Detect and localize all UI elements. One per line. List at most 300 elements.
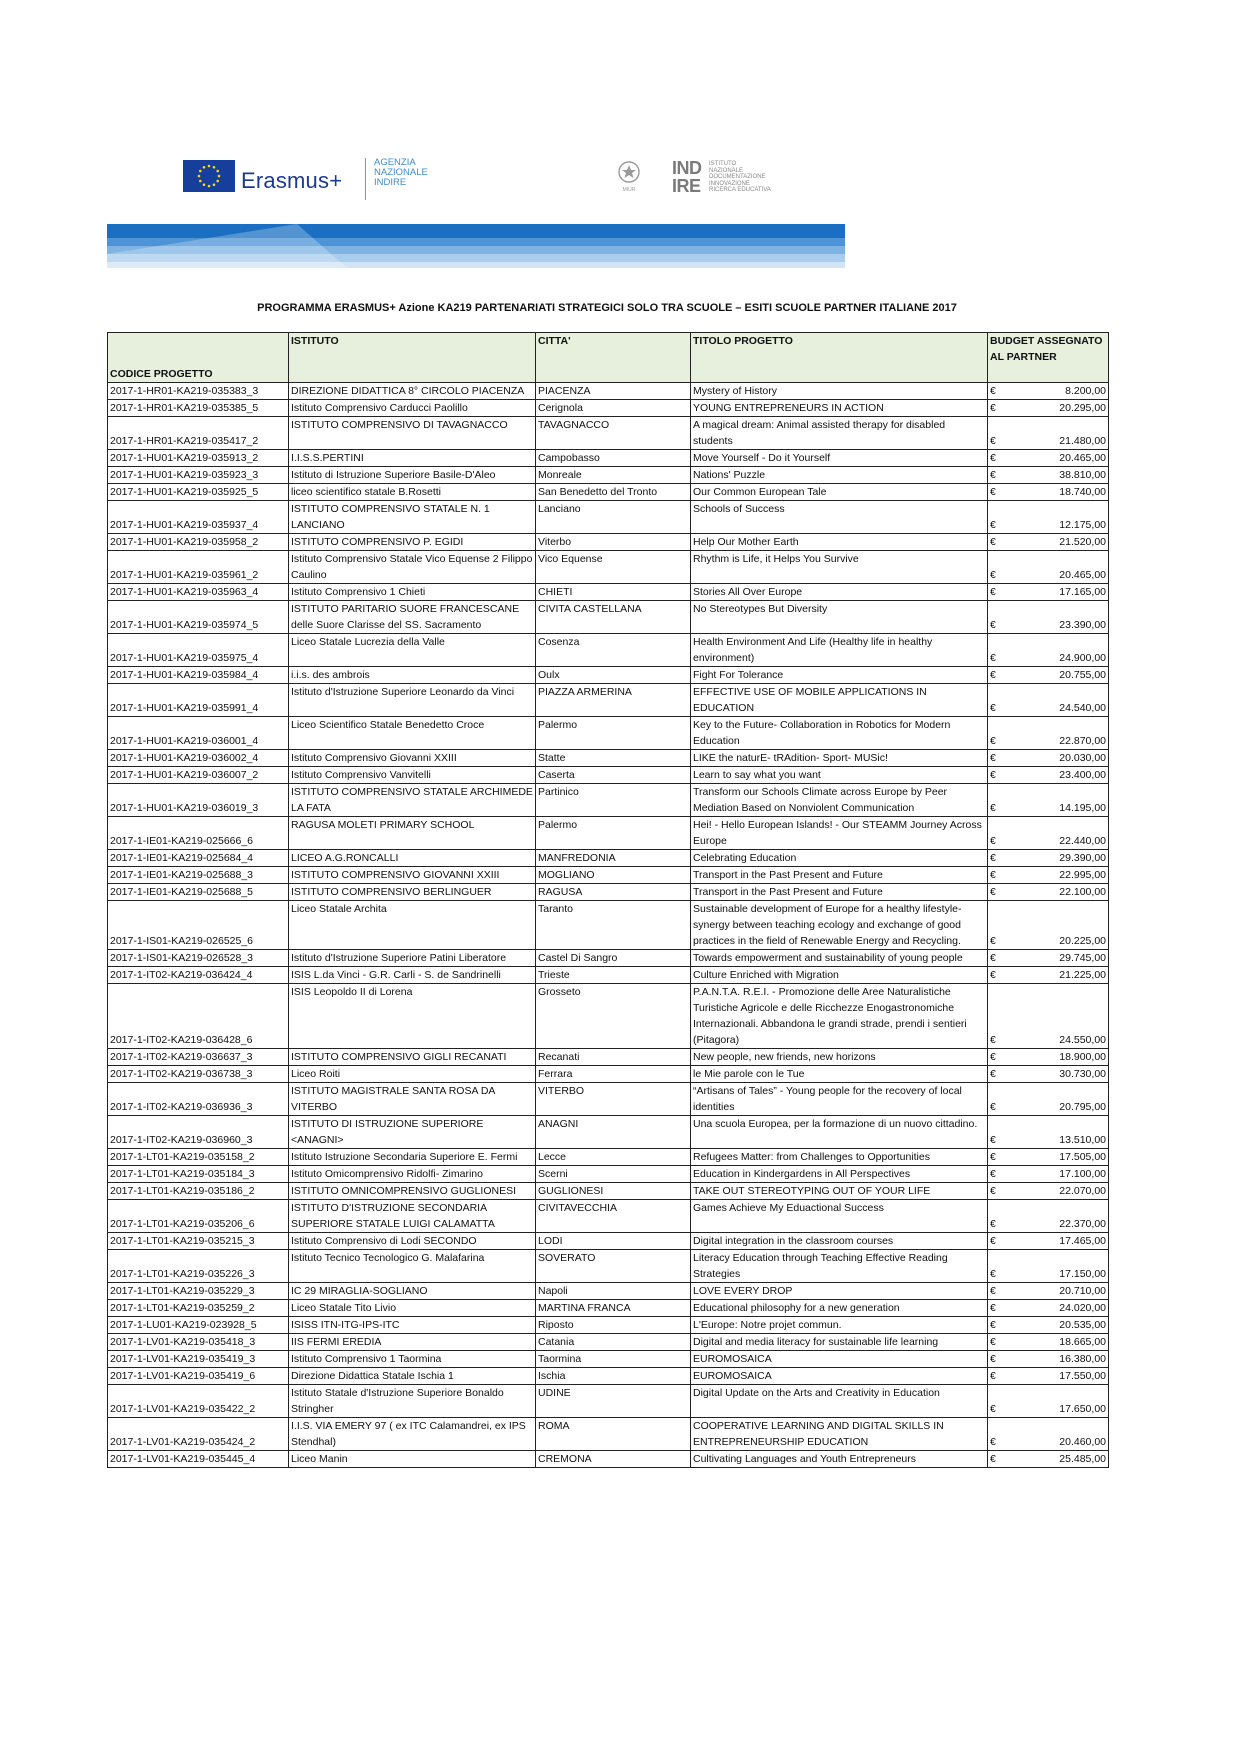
- budget-amount: 17.550,00: [1059, 1370, 1106, 1382]
- italian-republic-seal-icon: [616, 160, 642, 194]
- cell-codice: 2017-1-IE01-KA219-025666_6: [108, 817, 289, 850]
- indire-sub-line: ISTITUTO: [709, 161, 737, 167]
- budget-amount: 8.200,00: [1065, 385, 1106, 397]
- cell-citta: Lecce: [536, 1149, 691, 1166]
- currency-symbol: €: [990, 586, 996, 598]
- cell-codice: 2017-1-LV01-KA219-035419_3: [108, 1351, 289, 1368]
- table-row: [108, 784, 1109, 817]
- currency-symbol: €: [990, 1370, 996, 1382]
- budget-amount: 20.225,00: [1059, 935, 1106, 947]
- cell-codice: 2017-1-HU01-KA219-035961_2: [108, 551, 289, 584]
- cell-titolo: Our Common European Tale: [691, 484, 988, 501]
- cell-codice: 2017-1-LV01-KA219-035445_4: [108, 1451, 289, 1468]
- cell-titolo: YOUNG ENTREPRENEURS IN ACTION: [691, 400, 988, 417]
- cell-citta: Taormina: [536, 1351, 691, 1368]
- cell-codice: 2017-1-IT02-KA219-036738_3: [108, 1066, 289, 1083]
- currency-symbol: €: [990, 1051, 996, 1063]
- agency-line: INDIRE: [374, 177, 407, 188]
- currency-symbol: €: [990, 1453, 996, 1465]
- cell-budget: [988, 1351, 1109, 1368]
- agency-logo-text: [374, 158, 428, 188]
- cell-citta: Oulx: [536, 667, 691, 684]
- cell-titolo: Key to the Future- Collaboration in Robotics for Modern Education: [691, 717, 988, 750]
- table-row: [108, 1451, 1109, 1468]
- budget-amount: 17.150,00: [1059, 1268, 1106, 1280]
- budget-amount: 20.710,00: [1059, 1285, 1106, 1297]
- currency-symbol: €: [990, 569, 996, 581]
- cell-istituto: ISTITUTO COMPRENSIVO STATALE N. 1 LANCIANO: [289, 501, 536, 534]
- currency-symbol: €: [990, 1268, 996, 1280]
- cell-budget: [988, 1385, 1109, 1418]
- cell-budget: [988, 850, 1109, 867]
- cell-codice: 2017-1-LT01-KA219-035186_2: [108, 1183, 289, 1200]
- budget-amount: 24.550,00: [1059, 1034, 1106, 1046]
- table-row: [108, 1049, 1109, 1066]
- results-table: [107, 332, 1109, 1468]
- currency-symbol: €: [990, 1168, 996, 1180]
- cell-budget: [988, 1334, 1109, 1351]
- table-row: [108, 1283, 1109, 1300]
- cell-titolo: Transport in the Past Present and Future: [691, 884, 988, 901]
- table-row: [108, 1250, 1109, 1283]
- cell-titolo: L'Europe: Notre projet commun.: [691, 1317, 988, 1334]
- cell-titolo: Education in Kindergardens in All Perspectives: [691, 1166, 988, 1183]
- cell-istituto: Istituto Comprensivo Carducci Paolillo: [289, 400, 536, 417]
- cell-istituto: ISTITUTO COMPRENSIVO P. EGIDI: [289, 534, 536, 551]
- cell-budget: [988, 551, 1109, 584]
- cell-titolo: LIKE the naturE- tRAdition- Sport- MUSic!: [691, 750, 988, 767]
- cell-citta: MANFREDONIA: [536, 850, 691, 867]
- cell-codice: 2017-1-HU01-KA219-035984_4: [108, 667, 289, 684]
- budget-amount: 13.510,00: [1059, 1134, 1106, 1146]
- table-row: [108, 383, 1109, 400]
- cell-titolo: Sustainable development of Europe for a healthy lifestyle- synergy between teaching ecology and exchange of good practices in the field of Renewable Energy and Recycling.: [691, 901, 988, 950]
- cell-citta: Statte: [536, 750, 691, 767]
- currency-symbol: €: [990, 469, 996, 481]
- document-title: PROGRAMMA ERASMUS+ Azione KA219 PARTENARIATI STRATEGICI SOLO TRA SCUOLE – ESITI SCUOLE PARTNER ITALIANE 2017: [257, 302, 957, 314]
- currency-symbol: €: [990, 1302, 996, 1314]
- cell-codice: 2017-1-IS01-KA219-026528_3: [108, 950, 289, 967]
- cell-titolo: Health Environment And Life (Healthy life in healthy environment): [691, 634, 988, 667]
- cell-istituto: Istituto d'Istruzione Superiore Patini Liberatore: [289, 950, 536, 967]
- cell-citta: VITERBO: [536, 1083, 691, 1116]
- budget-amount: 22.070,00: [1059, 1185, 1106, 1197]
- budget-amount: 18.740,00: [1059, 486, 1106, 498]
- currency-symbol: €: [990, 1319, 996, 1331]
- cell-istituto: ISTITUTO COMPRENSIVO DI TAVAGNACCO: [289, 417, 536, 450]
- cell-citta: Palermo: [536, 717, 691, 750]
- cell-istituto: ISTITUTO COMPRENSIVO GIGLI RECANATI: [289, 1049, 536, 1066]
- table-row: [108, 417, 1109, 450]
- currency-symbol: €: [990, 1185, 996, 1197]
- currency-symbol: €: [990, 536, 996, 548]
- budget-amount: 30.730,00: [1059, 1068, 1106, 1080]
- cell-codice: 2017-1-HU01-KA219-035923_3: [108, 467, 289, 484]
- table-row: [108, 1233, 1109, 1250]
- cell-citta: Grosseto: [536, 984, 691, 1049]
- cell-istituto: Liceo Roiti: [289, 1066, 536, 1083]
- cell-codice: 2017-1-LV01-KA219-035424_2: [108, 1418, 289, 1451]
- cell-titolo: Mystery of History: [691, 383, 988, 400]
- budget-amount: 22.440,00: [1059, 835, 1106, 847]
- cell-citta: LODI: [536, 1233, 691, 1250]
- cell-titolo: EUROMOSAICA: [691, 1351, 988, 1368]
- currency-symbol: €: [990, 519, 996, 531]
- table-row: [108, 1418, 1109, 1451]
- cell-codice: 2017-1-HR01-KA219-035417_2: [108, 417, 289, 450]
- cell-istituto: LICEO A.G.RONCALLI: [289, 850, 536, 867]
- cell-budget: [988, 584, 1109, 601]
- cell-titolo: Educational philosophy for a new generation: [691, 1300, 988, 1317]
- cell-budget: [988, 601, 1109, 634]
- currency-symbol: €: [990, 1134, 996, 1146]
- currency-symbol: €: [990, 435, 996, 447]
- cell-istituto: Istituto di Istruzione Superiore Basile-D'Aleo: [289, 467, 536, 484]
- cell-istituto: ISTITUTO OMNICOMPRENSIVO GUGLIONESI: [289, 1183, 536, 1200]
- table-row: [108, 1149, 1109, 1166]
- table-row: [108, 717, 1109, 750]
- table-row: [108, 467, 1109, 484]
- table-row: [108, 667, 1109, 684]
- cell-budget: [988, 1283, 1109, 1300]
- cell-citta: Napoli: [536, 1283, 691, 1300]
- table-row: [108, 1066, 1109, 1083]
- cell-istituto: RAGUSA MOLETI PRIMARY SCHOOL: [289, 817, 536, 850]
- cell-codice: 2017-1-HU01-KA219-035913_2: [108, 450, 289, 467]
- cell-istituto: Istituto Omicomprensivo Ridolfi- Zimarino: [289, 1166, 536, 1183]
- cell-codice: 2017-1-LV01-KA219-035419_6: [108, 1368, 289, 1385]
- cell-istituto: ISTITUTO PARITARIO SUORE FRANCESCANE delle Suore Clarisse del SS. Sacramento: [289, 601, 536, 634]
- currency-symbol: €: [990, 619, 996, 631]
- eu-stars-icon: [183, 160, 235, 192]
- currency-symbol: €: [990, 1403, 996, 1415]
- table-row: [108, 534, 1109, 551]
- currency-symbol: €: [990, 652, 996, 664]
- cell-budget: [988, 1116, 1109, 1149]
- cell-budget: [988, 667, 1109, 684]
- cell-codice: 2017-1-HU01-KA219-035958_2: [108, 534, 289, 551]
- table-row: [108, 884, 1109, 901]
- budget-amount: 23.400,00: [1059, 769, 1106, 781]
- cell-istituto: Istituto Comprensivo 1 Taormina: [289, 1351, 536, 1368]
- cell-citta: PIACENZA: [536, 383, 691, 400]
- cell-codice: 2017-1-LV01-KA219-035418_3: [108, 1334, 289, 1351]
- cell-codice: 2017-1-HR01-KA219-035383_3: [108, 383, 289, 400]
- budget-amount: 16.380,00: [1059, 1353, 1106, 1365]
- cell-codice: 2017-1-HU01-KA219-035975_4: [108, 634, 289, 667]
- currency-symbol: €: [990, 802, 996, 814]
- cell-codice: 2017-1-LU01-KA219-023928_5: [108, 1317, 289, 1334]
- cell-budget: [988, 1066, 1109, 1083]
- header-citta: CITTA': [536, 333, 691, 383]
- cell-istituto: Liceo Statale Tito Livio: [289, 1300, 536, 1317]
- currency-symbol: €: [990, 852, 996, 864]
- cell-istituto: Liceo Statale Archita: [289, 901, 536, 950]
- cell-budget: [988, 867, 1109, 884]
- header-istituto: ISTITUTO: [289, 333, 536, 383]
- table-row: [108, 1317, 1109, 1334]
- currency-symbol: €: [990, 835, 996, 847]
- cell-budget: [988, 1233, 1109, 1250]
- cell-budget: [988, 1368, 1109, 1385]
- cell-titolo: Move Yourself - Do it Yourself: [691, 450, 988, 467]
- cell-citta: Scerni: [536, 1166, 691, 1183]
- cell-citta: RAGUSA: [536, 884, 691, 901]
- header-titolo: TITOLO PROGETTO: [691, 333, 988, 383]
- cell-titolo: TAKE OUT STEREOTYPING OUT OF YOUR LIFE: [691, 1183, 988, 1200]
- cell-istituto: IC 29 MIRAGLIA-SOGLIANO: [289, 1283, 536, 1300]
- cell-citta: Ischia: [536, 1368, 691, 1385]
- budget-amount: 20.295,00: [1059, 402, 1106, 414]
- table-row: [108, 901, 1109, 950]
- budget-amount: 38.810,00: [1059, 469, 1106, 481]
- cell-budget: [988, 1250, 1109, 1283]
- budget-amount: 20.795,00: [1059, 1101, 1106, 1113]
- agency-line: AGENZIA: [374, 157, 416, 168]
- cell-titolo: COOPERATIVE LEARNING AND DIGITAL SKILLS IN ENTREPRENEURSHIP EDUCATION: [691, 1418, 988, 1451]
- cell-budget: [988, 383, 1109, 400]
- cell-budget: [988, 501, 1109, 534]
- indire-sub-line: RICERCA EDUCATIVA: [709, 187, 771, 193]
- cell-citta: Cosenza: [536, 634, 691, 667]
- budget-amount: 24.900,00: [1059, 652, 1106, 664]
- cell-citta: San Benedetto del Tronto: [536, 484, 691, 501]
- cell-titolo: Digital Update on the Arts and Creativity in Education: [691, 1385, 988, 1418]
- budget-amount: 22.870,00: [1059, 735, 1106, 747]
- cell-budget: [988, 534, 1109, 551]
- cell-budget: [988, 884, 1109, 901]
- cell-titolo: Una scuola Europea, per la formazione di un nuovo cittadino.: [691, 1116, 988, 1149]
- currency-symbol: €: [990, 1034, 996, 1046]
- cell-budget: [988, 950, 1109, 967]
- currency-symbol: €: [990, 1336, 996, 1348]
- cell-codice: 2017-1-HU01-KA219-036019_3: [108, 784, 289, 817]
- budget-amount: 25.485,00: [1059, 1453, 1106, 1465]
- cell-budget: [988, 1166, 1109, 1183]
- budget-amount: 20.465,00: [1059, 569, 1106, 581]
- cell-citta: Castel Di Sangro: [536, 950, 691, 967]
- cell-codice: 2017-1-IE01-KA219-025688_3: [108, 867, 289, 884]
- table-row: [108, 1166, 1109, 1183]
- cell-citta: Recanati: [536, 1049, 691, 1066]
- table-row: [108, 1300, 1109, 1317]
- cell-istituto: Liceo Statale Lucrezia della Valle: [289, 634, 536, 667]
- cell-budget: [988, 1200, 1109, 1233]
- budget-amount: 17.165,00: [1059, 586, 1106, 598]
- cell-titolo: Schools of Success: [691, 501, 988, 534]
- cell-codice: 2017-1-IS01-KA219-026525_6: [108, 901, 289, 950]
- cell-istituto: ISTITUTO COMPRENSIVO STATALE ARCHIMEDE LA FATA: [289, 784, 536, 817]
- cell-citta: Ferrara: [536, 1066, 691, 1083]
- cell-titolo: Fight For Tolerance: [691, 667, 988, 684]
- budget-amount: 20.465,00: [1059, 452, 1106, 464]
- currency-symbol: €: [990, 402, 996, 414]
- cell-istituto: i.i.s. des ambrois: [289, 667, 536, 684]
- cell-citta: ROMA: [536, 1418, 691, 1451]
- cell-titolo: Nations' Puzzle: [691, 467, 988, 484]
- cell-codice: 2017-1-LT01-KA219-035259_2: [108, 1300, 289, 1317]
- cell-citta: Riposto: [536, 1317, 691, 1334]
- cell-istituto: Istituto Comprensivo Vanvitelli: [289, 767, 536, 784]
- cell-istituto: Istituto Istruzione Secondaria Superiore E. Fermi: [289, 1149, 536, 1166]
- budget-amount: 20.030,00: [1059, 752, 1106, 764]
- budget-amount: 18.900,00: [1059, 1051, 1106, 1063]
- cell-titolo: Transport in the Past Present and Future: [691, 867, 988, 884]
- cell-citta: Monreale: [536, 467, 691, 484]
- cell-codice: 2017-1-LT01-KA219-035226_3: [108, 1250, 289, 1283]
- table-row: [108, 501, 1109, 534]
- cell-citta: Partinico: [536, 784, 691, 817]
- cell-budget: [988, 1183, 1109, 1200]
- budget-amount: 23.390,00: [1059, 619, 1106, 631]
- cell-titolo: Culture Enriched with Migration: [691, 967, 988, 984]
- table-row: [108, 584, 1109, 601]
- cell-titolo: Rhythm is Life, it Helps You Survive: [691, 551, 988, 584]
- cell-codice: 2017-1-HU01-KA219-035937_4: [108, 501, 289, 534]
- cell-titolo: New people, new friends, new horizons: [691, 1049, 988, 1066]
- cell-budget: [988, 400, 1109, 417]
- table-row: [108, 1200, 1109, 1233]
- cell-codice: 2017-1-LT01-KA219-035158_2: [108, 1149, 289, 1166]
- cell-titolo: Learn to say what you want: [691, 767, 988, 784]
- indire-mark-line: IRE: [672, 176, 701, 196]
- table-row: [108, 1351, 1109, 1368]
- cell-budget: [988, 901, 1109, 950]
- table-row: [108, 450, 1109, 467]
- cell-citta: Lanciano: [536, 501, 691, 534]
- currency-symbol: €: [990, 486, 996, 498]
- cell-codice: 2017-1-IT02-KA219-036637_3: [108, 1049, 289, 1066]
- cell-budget: [988, 967, 1109, 984]
- currency-symbol: €: [990, 1101, 996, 1113]
- currency-symbol: €: [990, 702, 996, 714]
- cell-titolo: P.A.N.T.A. R.E.I. - Promozione delle Aree Naturalistiche Turistiche Agricole e delle Ricchezze Enogastronomiche Internazionali. Abbandona le grandi strade, prendi i sentieri (Pitagora): [691, 984, 988, 1049]
- budget-amount: 22.370,00: [1059, 1218, 1106, 1230]
- cell-istituto: Istituto Comprensivo 1 Chieti: [289, 584, 536, 601]
- cell-istituto: ISTITUTO MAGISTRALE SANTA ROSA DA VITERBO: [289, 1083, 536, 1116]
- cell-citta: Vico Equense: [536, 551, 691, 584]
- budget-amount: 20.535,00: [1059, 1319, 1106, 1331]
- table-row: [108, 1385, 1109, 1418]
- budget-amount: 17.505,00: [1059, 1151, 1106, 1163]
- cell-istituto: ISTITUTO COMPRENSIVO BERLINGUER: [289, 884, 536, 901]
- header-budget: BUDGET ASSEGNATO AL PARTNER: [988, 333, 1109, 383]
- currency-symbol: €: [990, 869, 996, 881]
- cell-codice: 2017-1-LT01-KA219-035229_3: [108, 1283, 289, 1300]
- table-row: [108, 684, 1109, 717]
- table-row: [108, 484, 1109, 501]
- table-row: [108, 850, 1109, 867]
- logo-divider: [365, 158, 366, 200]
- header-blue-band: [107, 224, 845, 268]
- budget-amount: 29.390,00: [1059, 852, 1106, 864]
- cell-budget: [988, 817, 1109, 850]
- cell-titolo: Towards empowerment and sustainability of young people: [691, 950, 988, 967]
- cell-citta: Palermo: [536, 817, 691, 850]
- cell-istituto: ISISS ITN-ITG-IPS-ITC: [289, 1317, 536, 1334]
- cell-titolo: Transform our Schools Climate across Europe by Peer Mediation Based on Nonviolent Communication: [691, 784, 988, 817]
- cell-istituto: I.I.S. VIA EMERY 97 ( ex ITC Calamandrei, ex IPS Stendhal): [289, 1418, 536, 1451]
- cell-titolo: Cultivating Languages and Youth Entrepreneurs: [691, 1451, 988, 1468]
- cell-citta: Caserta: [536, 767, 691, 784]
- table-row: [108, 1083, 1109, 1116]
- table-row: [108, 817, 1109, 850]
- cell-titolo: LOVE EVERY DROP: [691, 1283, 988, 1300]
- cell-istituto: liceo scientifico statale B.Rosetti: [289, 484, 536, 501]
- cell-budget: [988, 1317, 1109, 1334]
- cell-codice: 2017-1-LT01-KA219-035184_3: [108, 1166, 289, 1183]
- cell-budget: [988, 717, 1109, 750]
- header-codice: CODICE PROGETTO: [108, 333, 289, 383]
- indire-logo-subtext: [709, 161, 771, 194]
- table-body: [108, 383, 1109, 1468]
- currency-symbol: €: [990, 752, 996, 764]
- budget-amount: 24.020,00: [1059, 1302, 1106, 1314]
- cell-codice: 2017-1-LT01-KA219-035206_6: [108, 1200, 289, 1233]
- currency-symbol: €: [990, 735, 996, 747]
- cell-budget: [988, 1049, 1109, 1066]
- cell-titolo: le Mie parole con le Tue: [691, 1066, 988, 1083]
- cell-titolo: A magical dream: Animal assisted therapy for disabled students: [691, 417, 988, 450]
- cell-istituto: Istituto Statale d'Istruzione Superiore Bonaldo Stringher: [289, 1385, 536, 1418]
- table-row: [108, 634, 1109, 667]
- cell-budget: [988, 634, 1109, 667]
- cell-titolo: Games Achieve My Eduactional Success: [691, 1200, 988, 1233]
- budget-amount: 21.480,00: [1059, 435, 1106, 447]
- cell-istituto: IIS FERMI EREDIA: [289, 1334, 536, 1351]
- budget-amount: 22.995,00: [1059, 869, 1106, 881]
- cell-citta: ANAGNI: [536, 1116, 691, 1149]
- budget-amount: 22.100,00: [1059, 886, 1106, 898]
- cell-istituto: Istituto d'Istruzione Superiore Leonardo da Vinci: [289, 684, 536, 717]
- cell-budget: [988, 784, 1109, 817]
- table-row: [108, 551, 1109, 584]
- cell-istituto: Istituto Comprensivo di Lodi SECONDO: [289, 1233, 536, 1250]
- cell-titolo: EFFECTIVE USE OF MOBILE APPLICATIONS IN EDUCATION: [691, 684, 988, 717]
- cell-codice: 2017-1-HU01-KA219-035991_4: [108, 684, 289, 717]
- cell-codice: 2017-1-HU01-KA219-036001_4: [108, 717, 289, 750]
- cell-istituto: ISTITUTO DI ISTRUZIONE SUPERIORE <ANAGNI>: [289, 1116, 536, 1149]
- cell-codice: 2017-1-IT02-KA219-036960_3: [108, 1116, 289, 1149]
- cell-codice: 2017-1-LV01-KA219-035422_2: [108, 1385, 289, 1418]
- table-header-row: [108, 333, 1109, 383]
- cell-istituto: Direzione Didattica Statale Ischia 1: [289, 1368, 536, 1385]
- currency-symbol: €: [990, 669, 996, 681]
- cell-citta: Catania: [536, 1334, 691, 1351]
- indire-sub-line: DOCUMENTAZIONE: [709, 174, 766, 180]
- cell-istituto: Liceo Scientifico Statale Benedetto Croce: [289, 717, 536, 750]
- cell-istituto: ISTITUTO COMPRENSIVO GIOVANNI XXIII: [289, 867, 536, 884]
- table-row: [108, 767, 1109, 784]
- cell-citta: Cerignola: [536, 400, 691, 417]
- indire-mark-line: IND: [672, 158, 702, 178]
- cell-istituto: ISIS Leopoldo II di Lorena: [289, 984, 536, 1049]
- cell-citta: MARTINA FRANCA: [536, 1300, 691, 1317]
- budget-amount: 20.460,00: [1059, 1436, 1106, 1448]
- cell-codice: 2017-1-IT02-KA219-036428_6: [108, 984, 289, 1049]
- table-row: [108, 750, 1109, 767]
- cell-codice: 2017-1-IE01-KA219-025684_4: [108, 850, 289, 867]
- cell-istituto: I.I.S.S.PERTINI: [289, 450, 536, 467]
- cell-titolo: Digital integration in the classroom courses: [691, 1233, 988, 1250]
- cell-citta: MOGLIANO: [536, 867, 691, 884]
- cell-budget: [988, 767, 1109, 784]
- currency-symbol: €: [990, 452, 996, 464]
- currency-symbol: €: [990, 1218, 996, 1230]
- table-row: [108, 1116, 1109, 1149]
- cell-codice: 2017-1-LT01-KA219-035215_3: [108, 1233, 289, 1250]
- currency-symbol: €: [990, 1285, 996, 1297]
